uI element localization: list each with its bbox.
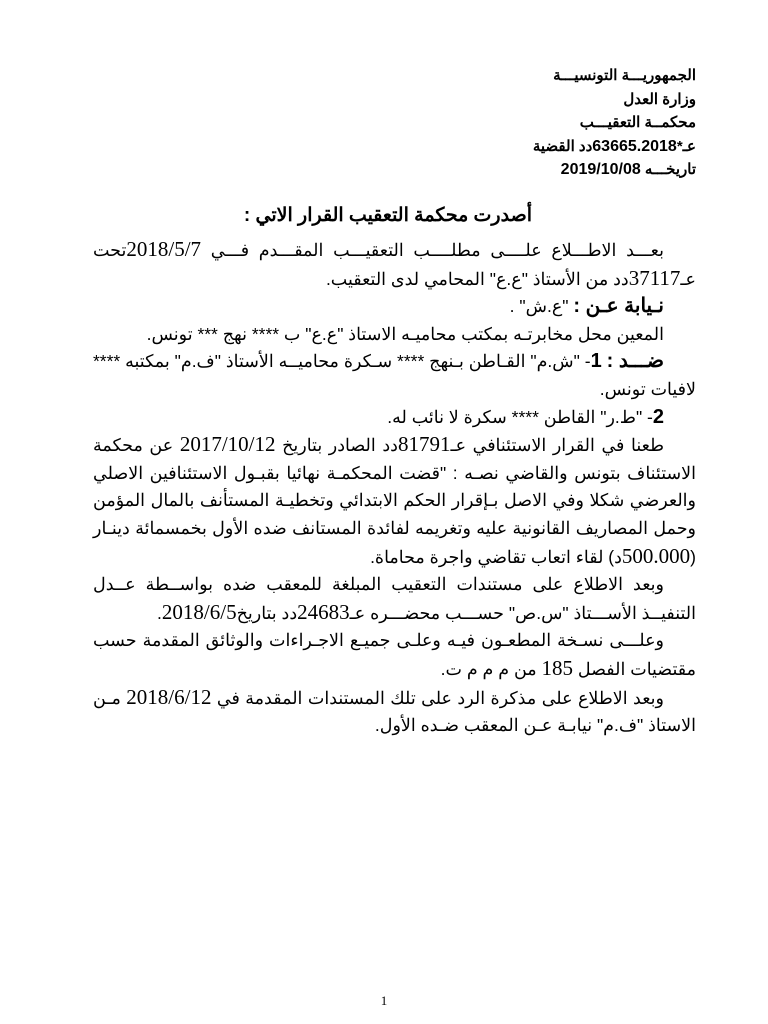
decision-heading: أصدرت محكمة التعقيب القرار الاتي : [243,205,532,226]
text: دد من الأستاذ "ع.ع" المحامي لدى التعقيب. [325,268,629,289]
date-line [396,158,696,182]
date-label: تاريخـــه [644,161,696,179]
report-date: 2018/6/5 [161,599,237,624]
decision-body [93,236,696,740]
text: د) لقاء اتعاب تقاضي واجرة محاماة. [370,546,622,567]
appeal-number: 37117 [628,265,681,290]
party-number: 1 [590,350,602,373]
against-label: ضـــد : [606,350,664,373]
text: - "ط.ر" القاطن **** سكرة لا نائب له. [387,406,653,427]
text: الأستاذ "ف.م" بمكتبه **** لافيات تونس. [93,351,696,399]
text: وبعد الاطلاع على مستندات التعقيب المبلغة للمعقب ضده بواســطة عــدل التنفيــذ الأســـتاذ "س.ص" حســـب محضـــره عـ [93,574,696,623]
paragraph-notification [93,571,696,627]
article-number: 185 [541,655,574,680]
paragraph-challenge [93,431,696,571]
case-label: عـ* [676,137,696,155]
case-number: 63665.2018 [592,137,677,155]
decision-date: 2019/10/08 [560,161,641,179]
text: من م م م ت. [440,658,542,679]
paragraph-against-2 [93,404,696,432]
appeal-decision-date: 2017/10/12 [179,432,276,457]
on-behalf-label: نـيابة عـن : [573,295,664,318]
text: وبعد الاطلاع على مذكرة الرد على تلك المستندات المقدمة في [211,687,665,708]
appeal-date: 2018/5/7 [126,237,202,261]
paragraph-appeal [93,236,696,293]
appeal-decision-number: 81791 [397,432,451,457]
paragraph-reply [93,684,696,740]
paragraph-residence: المعين محل مخابرتـه بمكتب محاميـه الاستاذ "ع.ع" ب **** نهج *** تونس. [146,323,664,344]
paragraph-documents [93,627,696,683]
reply-date: 2018/6/12 [126,684,212,709]
case-number-line [396,135,696,159]
text: تحت عـ [93,240,696,289]
text: طعنا في القرار الاستئنافي عـ [450,435,664,456]
paragraph-against-1 [93,348,696,403]
text: "ع.ش" . [509,296,574,317]
text: - "ش.م" القـاطن بـنهج **** سـكرة محاميــه [273,351,591,372]
document-header [396,64,696,182]
text: بعـــد الاطـــلاع علــــى مطلــــب التعقيـــب المقـــدم فـــي [201,240,664,260]
text: وعلـــى نسـخة المطعـون فيـه وعلـى جميـع الاجـراءات والوثائق المقدمة حسب مقتضيات الفصل [93,630,696,679]
text: عن محكمة الاستئناف بتونس والقاضي نصـه : "قضت المحكمـة نهائيا بقبـول الاستئنافين الاصلي والعرضي شكلا وفي الاصل بـإقرار الحكم الابتدائي وتخطيـة المستأنف بالمال المؤمن وحمل المصاريف القانونية عليه وتغريمه لفائدة المستانف ضده الأول بخمسمائة دينـار ( [93,435,696,567]
country-line: الجمهوريـــة التونسيـــة [553,67,696,84]
report-number: 24683 [297,599,350,624]
page-number: 1 [380,993,388,1008]
text: دد بتاريخ [236,602,298,623]
court-line: محكمــة التعقيـــب [579,114,696,132]
text: مـن الاستاذ "ف.م" نيابـة عـن المعقب ضـده الأول. [93,687,696,736]
party-number: 2 [652,405,664,428]
case-suffix: دد القضية [532,137,593,155]
paragraph-on-behalf [93,293,696,321]
text: دد الصادر بتاريخ [275,435,398,456]
fee-amount: 500.000 [621,543,691,568]
text: . [157,602,162,623]
ministry-line: وزارة العدل [623,90,696,108]
